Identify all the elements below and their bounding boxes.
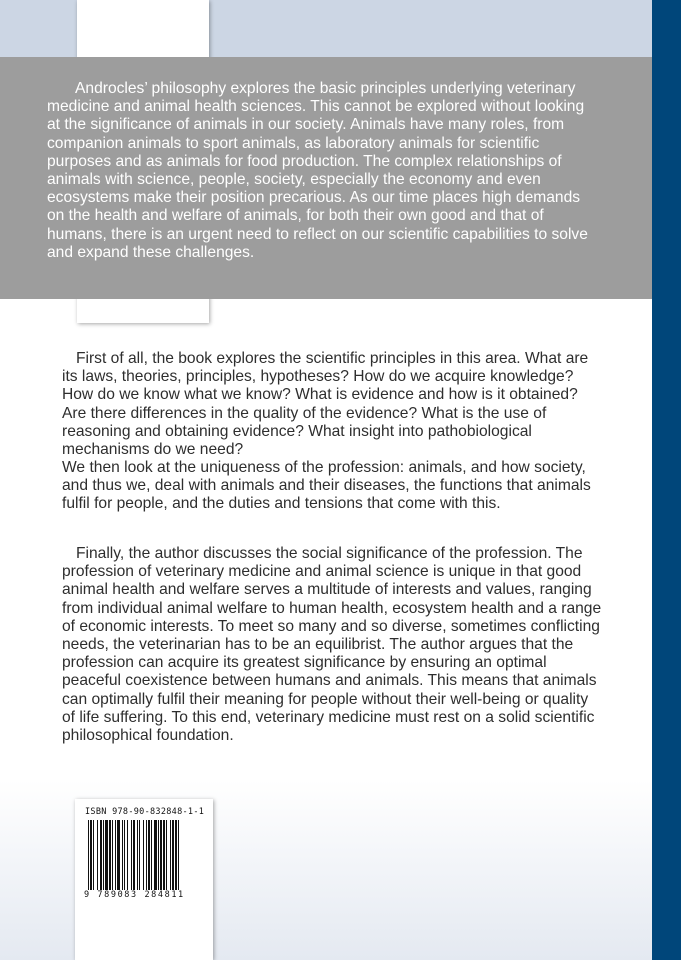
barcode-digits: 9 789083 284811 [84,890,208,906]
body-paragraph-uniqueness: We then look at the uniqueness of the profession: animals, and how society, and thus we, deal with animals and their diseases, the functions that animals fulfil for people, and the duties and tensions that come with this. [62,459,591,513]
body-paragraph-significance: Finally, the author discusses the social significance of the profession. The profession of veterinary medicine and animal science is unique in that good animal health and welfare serves a multitude of interests and values, ranging from individual animal welfare to human health, ecosystem health and a range of economic interests. To meet so many and so diverse, sometimes conflicting needs, the veterinarian has to be an equilibrist. The author argues that the profession can acquire its greatest significance by ensuring an optimal peaceful coexistence between humans and animals. This means that animals can optimally fulfil their meaning for people without their well-being or quality of life suffering. To this end, veterinary medicine must rest on a solid scientific philosophical foundation. [62,545,602,745]
body-paragraph-principles: First of all, the book explores the scientific principles in this area. What are its laws, theories, principles, hypotheses? How do we acquire knowledge? How do we know what we know? What is evidence and how is it obtained? Are there differences in the quality of the evidence? What is the use of reasoning and obtaining evidence? What insight into pathobiological mechanisms do we need? [62,350,589,459]
intro-paragraph: Androcles’ philosophy explores the basic principles underlying veterinary medicine and animal health sciences. This cannot be explored without looking at the significance of animals in our society. Animals have many roles, from companion animals to sport animals, as laboratory animals for scientific purposes and as animals for food production. The complex relationships of animals with science, people, society, especially the economy and even ecosystems make their position precarious. As our time places high demands on the health and welfare of animals, for both their own good and that of humans, there is an urgent need to reflect on our scientific capabilities to solve and expand these challenges. [47,80,588,261]
isbn-label: ISBN 978-90-832848-1-1 [85,807,205,817]
book-spine-edge [652,0,681,960]
